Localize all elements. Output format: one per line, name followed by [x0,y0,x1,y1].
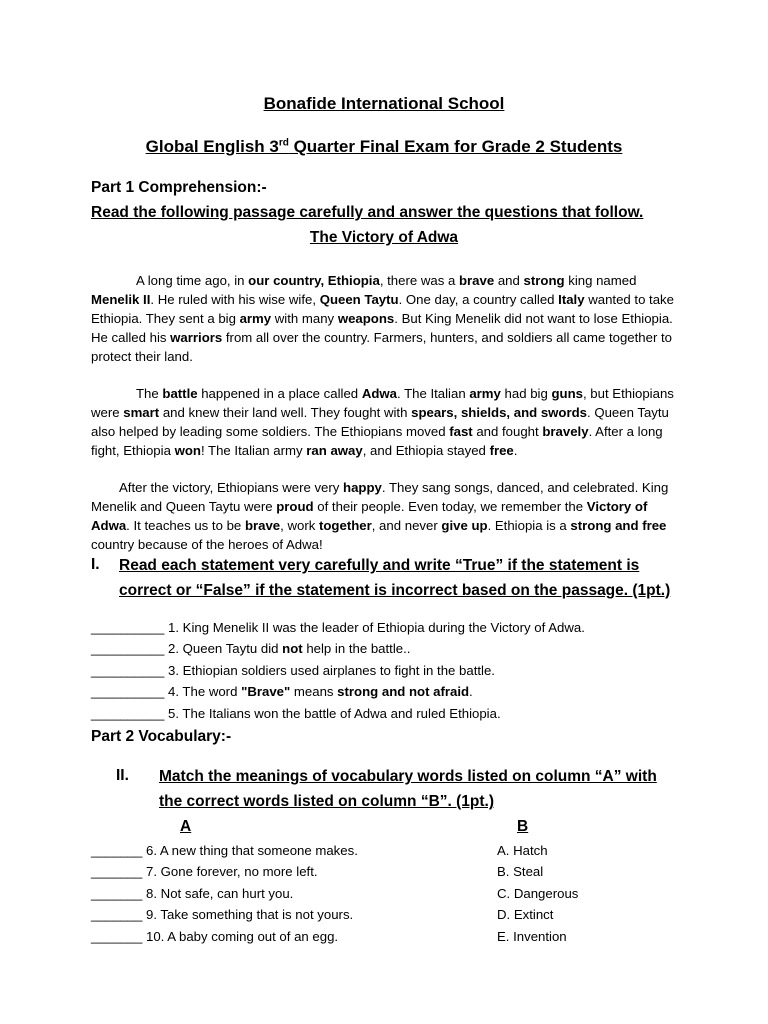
bold-text: brave [244,518,281,533]
bold-text: spears, shields, and swords [411,405,588,420]
column-a-item: _______ 6. A new thing that someone makes. [91,843,358,858]
bold-text: together [318,518,372,533]
school-name: Bonafide International School [263,94,505,113]
text-run: of their people. Even today, we remember the [313,499,587,514]
text-run: , but Ethiopians were [91,386,674,420]
bold-text: Queen Taytu [319,292,399,307]
bold-text: army [469,386,501,401]
text-run: , there was a [379,273,459,288]
passage-paragraph-2 [91,384,683,460]
text-run: , and Ethiopia stayed [362,443,490,458]
text-run: help in the battle.. [302,641,411,656]
exam-title [0,137,768,157]
text-run: After the victory, Ethiopians were very [119,480,344,495]
section2-instructions: Match the meanings of vocabulary words listed on column “A” with the correct words listed on column “B”. (1pt.) [159,768,657,810]
true-false-item [91,641,410,656]
text-run: and fought [472,424,543,439]
text-run: with many [271,311,338,326]
column-a-item: _______ 10. A baby coming out of an egg. [91,929,339,944]
text-run: A long time ago, in [136,273,249,288]
bold-text: strong and free [570,518,667,533]
text-run: . One day, a country called [398,292,559,307]
column-b-header: B [517,818,529,835]
bold-text: our country, Ethiopia [248,273,380,288]
bold-text: battle [162,386,198,401]
true-false-item [91,706,501,721]
text-run: . But King Menelik did not want to lose Ethiopia. He called his [91,311,673,345]
column-b-item: D. Extinct [497,907,554,922]
bold-text: ran away [306,443,363,458]
text-run: , and never [371,518,442,533]
bold-text: Adwa [361,386,397,401]
bold-text: strong and not afraid [337,684,470,699]
text-run: . The Italian [396,386,470,401]
column-b-item: C. Dangerous [497,886,579,901]
text-run: and knew their land well. They fought with [159,405,412,420]
text-run: __________ 3. Ethiopian soldiers used airplanes to fight in the battle. [91,663,495,678]
bold-text: brave [458,273,495,288]
text-run: country because of the heroes of Adwa! [91,537,323,552]
bold-text: warriors [170,330,223,345]
column-b-item: A. Hatch [497,843,548,858]
passage-title: The Victory of Adwa [309,229,459,246]
bold-text: free [489,443,514,458]
section1-instructions: Read each statement very carefully and write “True” if the statement is correct or “False” if the statement is incorrect based on the passage. (1pt.) [119,557,671,599]
text-run: . He ruled with his wise wife, [150,292,320,307]
column-a-header: A [180,818,192,835]
column-a-item: _______ 8. Not safe, can hurt you. [91,886,294,901]
text-run: king named [564,273,637,288]
bold-text: Victory of Adwa [91,499,648,533]
text-run: . Ethiopia is a [487,518,571,533]
text-run: __________ 4. The word [91,684,242,699]
bold-text: bravely [542,424,589,439]
passage-paragraph-1 [91,271,683,366]
true-false-item [91,620,585,635]
text-run: wanted to take Ethiopia. They sent a big [91,292,674,326]
part1-instruction: Read the following passage carefully and answer the questions that follow. [91,204,644,221]
column-b-item: E. Invention [497,929,567,944]
exam-title-main: Global English 3 [145,137,279,156]
column-a-item: _______ 7. Gone forever, no more left. [91,864,318,879]
text-run: __________ 1. King Menelik II was the leader of Ethiopia during the Victory of Adwa. [91,620,585,635]
part1-heading: Part 1 Comprehension:- [91,179,267,196]
column-a-item: _______ 9. Take something that is not yours. [91,907,354,922]
section1-number: I. [91,556,100,573]
text-run: from all over the country. Farmers, hunters, and soldiers all came together to protect their land. [91,330,673,364]
part2-heading: Part 2 Vocabulary:- [91,728,232,745]
bold-text: give up [441,518,488,533]
true-false-item [91,663,495,678]
text-run: . [513,443,518,458]
text-run: had big [500,386,552,401]
bold-text: Italy [558,292,585,307]
bold-text: guns [551,386,583,401]
bold-text: army [239,311,272,326]
text-run: , work [280,518,319,533]
bold-text: not [282,641,303,656]
text-run: . They sang songs, danced, and celebrated. King Menelik and Queen Taytu were [91,480,669,514]
column-b-item: B. Steal [497,864,544,879]
bold-text: fast [449,424,473,439]
bold-text: "Brave" [241,684,291,699]
text-run: __________ 5. The Italians won the battle of Adwa and ruled Ethiopia. [91,706,501,721]
text-run: happened in a place called [197,386,362,401]
text-run: ! The Italian army [200,443,307,458]
exam-title-rest: Quarter Final Exam for Grade 2 Students [288,137,623,156]
bold-text: won [174,443,201,458]
text-run: . It teaches us to be [126,518,245,533]
bold-text: weapons [337,311,395,326]
true-false-item [91,684,473,699]
text-run: means [290,684,338,699]
text-run: and [494,273,524,288]
bold-text: strong [523,273,565,288]
text-run: . [469,684,473,699]
section2-number: II. [116,767,129,784]
text-run: __________ 2. Queen Taytu did [91,641,283,656]
bold-text: proud [276,499,314,514]
text-run: . After a long fight, Ethiopia [91,424,663,458]
text-run: . Queen Taytu also helped by leading some soldiers. The Ethiopians moved [91,405,669,439]
exam-title-superscript: rd [278,137,289,149]
bold-text: happy [343,480,382,495]
bold-text: smart [123,405,160,420]
passage-paragraph-3 [91,478,683,554]
bold-text: Menelik II [91,292,151,307]
text-run: The [136,386,163,401]
